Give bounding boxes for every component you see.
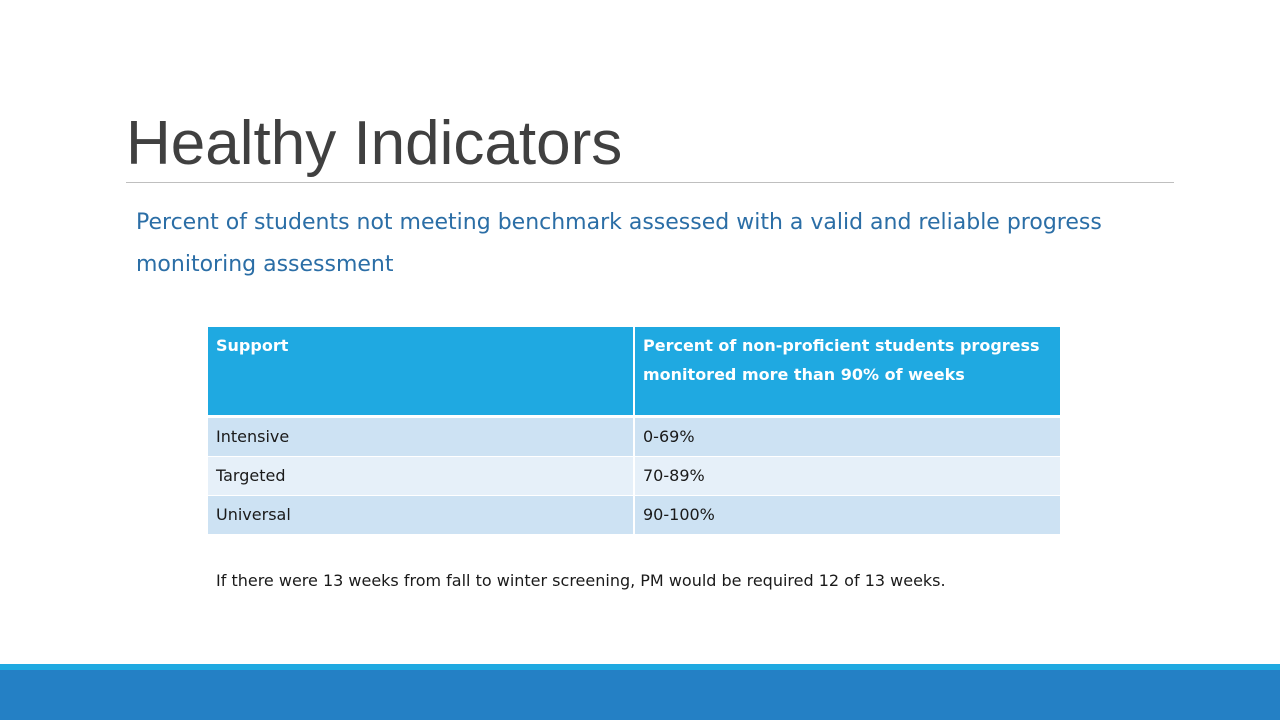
footnote: If there were 13 weeks from fall to winter screening, PM would be required 12 of 13 weeks. [216, 571, 946, 590]
cell-percent: 0-69% [634, 416, 1060, 456]
header-percent: Percent of non-proficient students progress monitored more than 90% of weeks [634, 327, 1060, 416]
indicator-table-container [208, 327, 1060, 539]
table-header-row [208, 327, 1060, 416]
cell-support: Targeted [208, 456, 634, 495]
cell-support: Intensive [208, 416, 634, 456]
table-row [208, 495, 1060, 534]
header-support: Support [208, 327, 634, 416]
cell-percent: 70-89% [634, 456, 1060, 495]
table-row [208, 456, 1060, 495]
cell-support: Universal [208, 495, 634, 534]
table-row [208, 416, 1060, 456]
footer-band [0, 670, 1280, 720]
title-divider [126, 182, 1174, 183]
slide-subtitle: Percent of students not meeting benchmark assessed with a valid and reliable progress monitoring assessment [136, 210, 1102, 277]
slide-title: Healthy Indicators [126, 109, 623, 178]
cell-percent: 90-100% [634, 495, 1060, 534]
indicator-table [208, 327, 1060, 534]
